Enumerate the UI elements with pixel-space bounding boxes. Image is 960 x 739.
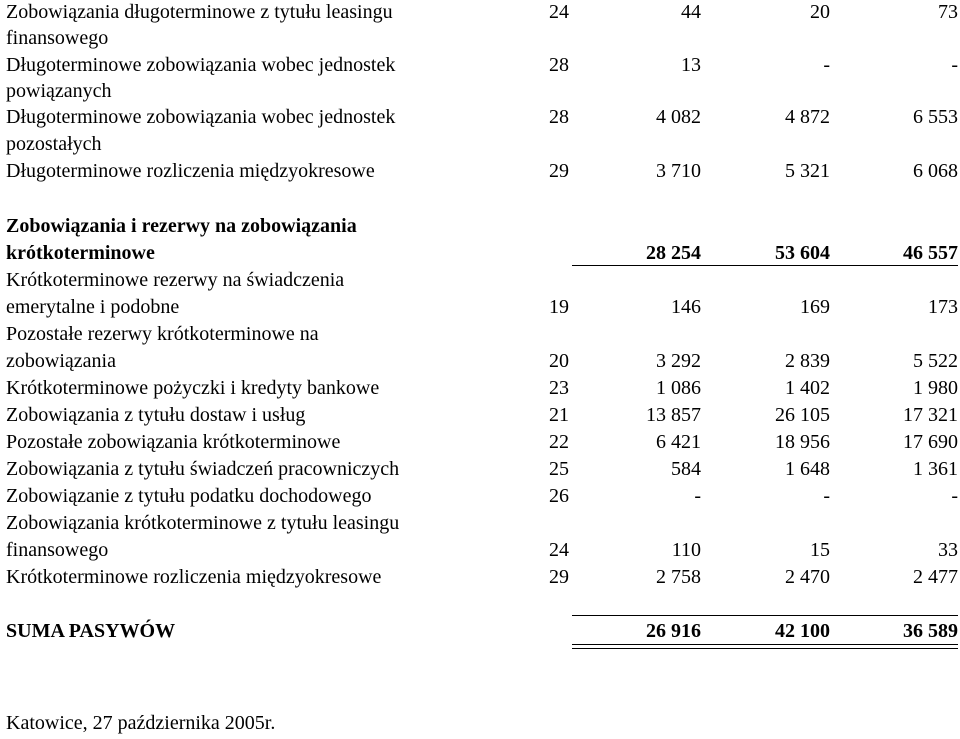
- row-label: Długoterminowe zobowiązania wobec jednostek: [6, 54, 396, 76]
- table-row: [0, 429, 960, 455]
- table-row: [0, 321, 960, 347]
- value-col-2: 53 604: [775, 242, 830, 264]
- table-row: [0, 537, 960, 563]
- value-col-3: 46 557: [903, 242, 958, 264]
- value-col-3: 173: [928, 296, 958, 318]
- value-col-1: 13 857: [646, 404, 701, 426]
- row-label: Zobowiązanie z tytułu podatku dochodowego: [6, 485, 372, 507]
- value-col-2: 26 105: [775, 404, 830, 426]
- row-label: krótkoterminowe: [6, 242, 155, 264]
- value-col-2: 2 839: [785, 350, 830, 372]
- note-number: 23: [549, 377, 569, 399]
- value-col-1: 28 254: [646, 242, 701, 264]
- value-col-3: 5 522: [913, 350, 958, 372]
- value-col-3: 6 068: [913, 160, 958, 182]
- table-row: [0, 158, 960, 184]
- table-row: [0, 52, 960, 78]
- table-row: [0, 348, 960, 374]
- value-col-3: 73: [938, 1, 958, 23]
- value-col-2: -: [823, 54, 830, 76]
- note-number: 28: [549, 106, 569, 128]
- value-col-2: 169: [800, 296, 830, 318]
- value-col-3: 1 980: [913, 377, 958, 399]
- value-col-2: 18 956: [775, 431, 830, 453]
- table-row: [0, 510, 960, 536]
- grand-total-row: [0, 618, 960, 644]
- value-col-1: 1 086: [656, 377, 701, 399]
- row-label: Zobowiązania krótkoterminowe z tytułu leasingu: [6, 512, 400, 534]
- note-number: 29: [549, 160, 569, 182]
- note-number: 20: [549, 350, 569, 372]
- value-col-1: 146: [671, 296, 701, 318]
- value-col-3: 2 477: [913, 566, 958, 588]
- value-col-3: 6 553: [913, 106, 958, 128]
- value-col-3: -: [951, 485, 958, 507]
- row-label: Zobowiązania i rezerwy na zobowiązania: [6, 215, 357, 237]
- value-col-3: 36 589: [903, 620, 958, 642]
- row-label: Zobowiązania z tytułu dostaw i usług: [6, 404, 306, 426]
- value-col-2: 2 470: [785, 566, 830, 588]
- row-label: Zobowiązania długoterminowe z tytułu leasingu: [6, 1, 393, 23]
- value-col-1: 44: [681, 1, 701, 23]
- note-number: 22: [549, 431, 569, 453]
- row-label: SUMA PASYWÓW: [6, 620, 176, 642]
- value-col-2: 4 872: [785, 106, 830, 128]
- table-row: [0, 0, 960, 25]
- row-label: Krótkoterminowe rozliczenia międzyokresowe: [6, 566, 382, 588]
- value-col-2: 15: [810, 539, 830, 561]
- table-row: [0, 294, 960, 320]
- value-col-2: 20: [810, 1, 830, 23]
- note-number: 25: [549, 458, 569, 480]
- row-label: Pozostałe rezerwy krótkoterminowe na: [6, 323, 319, 345]
- row-label: Zobowiązania z tytułu świadczeń pracowniczych: [6, 458, 400, 480]
- section-total-row: [0, 240, 960, 266]
- value-col-3: 17 690: [903, 431, 958, 453]
- total-double-underline: [572, 644, 958, 649]
- note-number: 24: [549, 1, 569, 23]
- row-label: finansowego: [6, 27, 109, 49]
- row-label: Krótkoterminowe rezerwy na świadczenia: [6, 269, 345, 291]
- row-label: Długoterminowe rozliczenia międzyokresowe: [6, 160, 375, 182]
- value-col-2: 5 321: [785, 160, 830, 182]
- value-col-1: 4 082: [656, 106, 701, 128]
- row-label: Pozostałe zobowiązania krótkoterminowe: [6, 431, 341, 453]
- subtotal-underline: [572, 265, 958, 266]
- table-row: [0, 375, 960, 401]
- note-number: 28: [549, 54, 569, 76]
- note-number: 19: [549, 296, 569, 318]
- table-row: [0, 25, 960, 51]
- table-row: [0, 267, 960, 293]
- total-top-rule: [572, 615, 958, 616]
- value-col-1: 3 292: [656, 350, 701, 372]
- value-col-2: 1 402: [785, 377, 830, 399]
- value-col-1: -: [694, 485, 701, 507]
- value-col-1: 13: [681, 54, 701, 76]
- row-label: emerytalne i podobne: [6, 296, 180, 318]
- row-label: Długoterminowe zobowiązania wobec jednostek: [6, 106, 396, 128]
- note-number: 26: [549, 485, 569, 507]
- row-label: zobowiązania: [6, 350, 116, 372]
- note-number: 21: [549, 404, 569, 426]
- value-col-3: 17 321: [903, 404, 958, 426]
- table-row: [0, 78, 960, 104]
- row-label: powiązanych: [6, 80, 112, 102]
- value-col-1: 110: [671, 539, 701, 561]
- table-row: [0, 564, 960, 590]
- value-col-3: 1 361: [913, 458, 958, 480]
- value-col-1: 26 916: [646, 620, 701, 642]
- row-label: pozostałych: [6, 133, 102, 155]
- table-row: [0, 131, 960, 157]
- table-row: [0, 483, 960, 509]
- value-col-1: 6 421: [656, 431, 701, 453]
- section-heading: [0, 213, 960, 239]
- value-col-2: 42 100: [775, 620, 830, 642]
- table-row: [0, 402, 960, 428]
- value-col-1: 584: [671, 458, 701, 480]
- note-number: 24: [549, 539, 569, 561]
- row-label: Krótkoterminowe pożyczki i kredyty bankowe: [6, 377, 380, 399]
- value-col-3: 33: [938, 539, 958, 561]
- value-col-1: 3 710: [656, 160, 701, 182]
- note-number: 29: [549, 566, 569, 588]
- place-date-line: Katowice, 27 października 2005r.: [6, 712, 276, 734]
- value-col-2: -: [823, 485, 830, 507]
- value-col-1: 2 758: [656, 566, 701, 588]
- row-label: finansowego: [6, 539, 109, 561]
- table-row: [0, 104, 960, 130]
- value-col-3: -: [951, 54, 958, 76]
- value-col-2: 1 648: [785, 458, 830, 480]
- table-row: [0, 456, 960, 482]
